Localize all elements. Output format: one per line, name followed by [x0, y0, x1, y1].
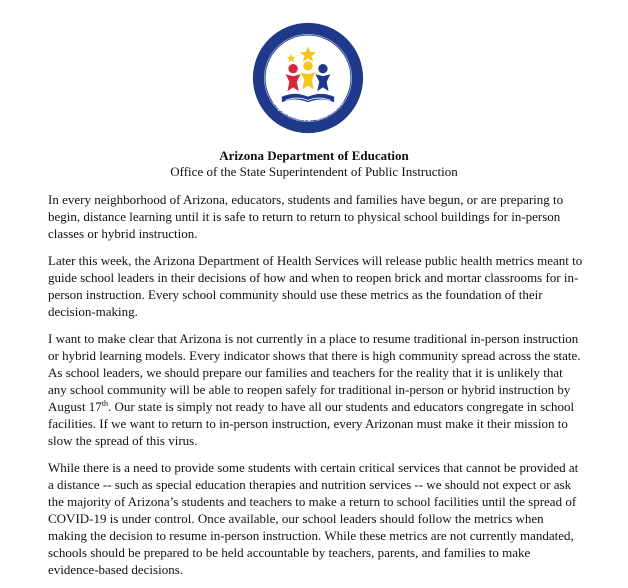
paragraph-not-ready — [48, 330, 584, 449]
office-name: Office of the State Superintendent of Public Instruction — [170, 164, 458, 179]
letter-body — [48, 191, 584, 588]
seal-arc-bottom-text: Department of Education — [270, 99, 346, 123]
paragraph-not-ready-continuation: . Our state is simply not ready to have all our students and educators congregate in school facilities. If we want to return to in-person instruction, every Arizonan must make it their mission to slow the spread of this virus. — [48, 399, 575, 448]
paragraph-not-ready-text: I want to make clear that Arizona is not currently in a place to resume traditional in-person instruction or hybrid learning models. Every indicator shows that there is high community spread across the state. As school leaders, we should prepare our families and teachers for the reality that it is unlikely that any school community will be able to reopen safely for traditional in-person or hybrid instruction by August 17 — [48, 331, 581, 414]
paragraph-critical-services: While there is a need to provide some students with certain critical services that cannot be provided at a distance -- such as special education therapies and nutrition services -- we should not expect or ask the majority of Arizona’s students and teachers to make a return to school facilities until the spread of COVID-19 is under control. Once available, our school leaders should follow the metrics when making the decision to resume in-person instruction. While these metrics are not currently mandated, schools should be prepared to be held accountable by teachers, parents, and families to make evidence-based decisions. — [48, 460, 579, 577]
organization-name: Arizona Department of Education — [219, 148, 409, 163]
department-seal-logo — [252, 22, 364, 134]
paragraph-health-metrics: Later this week, the Arizona Department of Health Services will release public health metrics meant to guide school leaders in their decisions of how and when to reopen brick and mortar classrooms for in-person instruction. Every school community should use these metrics as the foundation of their decision-making. — [48, 253, 583, 319]
letter-heading — [0, 148, 628, 180]
seal-arc-top-text: ARIZONA — [281, 34, 335, 52]
paragraph-distance-learning: In every neighborhood of Arizona, educators, students and families have begun, or are preparing to begin, distance learning until it is safe to return to return to physical school buildings for in-person classes or hybrid instruction. — [48, 192, 564, 241]
date-ordinal-suffix: th — [101, 399, 109, 408]
